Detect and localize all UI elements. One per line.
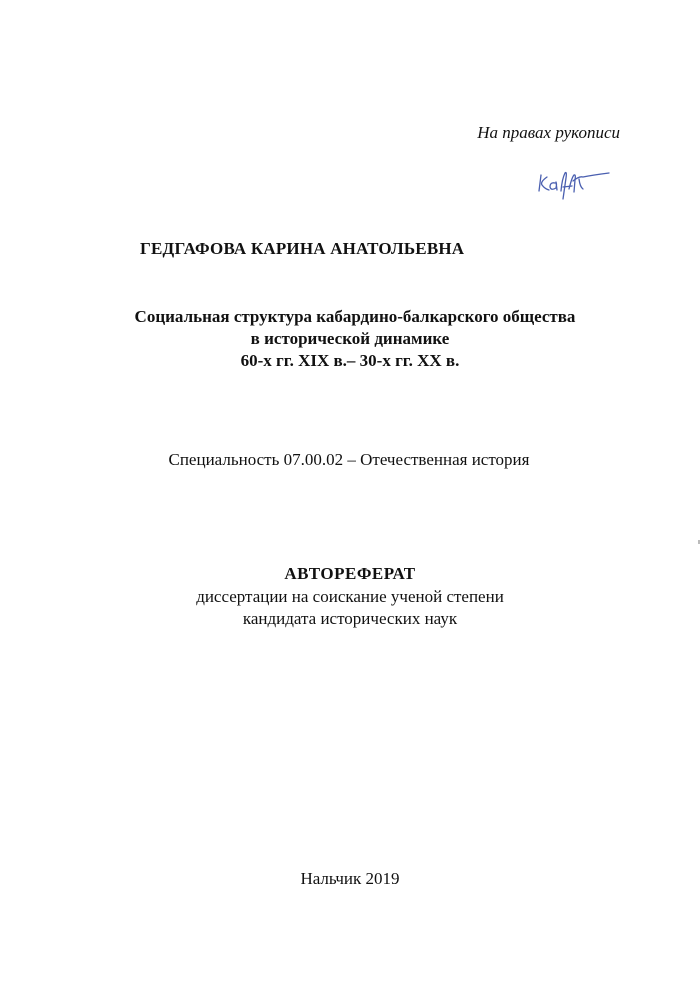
handwritten-signature bbox=[535, 165, 615, 207]
specialty-line: Специальность 07.00.02 – Отечественная история bbox=[168, 450, 530, 469]
title-line: 60-х гг. XIX в.– 30-х гг. XX в. bbox=[240, 351, 460, 370]
degree-description bbox=[0, 586, 700, 630]
degree-line: кандидата исторических наук bbox=[242, 609, 458, 628]
title-line: в исторической динамике bbox=[250, 329, 450, 348]
document-type-heading: АВТОРЕФЕРАТ bbox=[284, 564, 416, 583]
title-line: Социальная структура кабардино-балкарского общества bbox=[134, 307, 576, 326]
manuscript-rights-note: На правах рукописи bbox=[477, 123, 620, 142]
dissertation-title bbox=[0, 306, 700, 372]
author-name: ГЕДГАФОВА КАРИНА АНАТОЛЬЕВНА bbox=[140, 239, 465, 258]
place-and-year: Нальчик 2019 bbox=[300, 869, 400, 888]
degree-line: диссертации на соискание ученой степени bbox=[196, 587, 504, 606]
